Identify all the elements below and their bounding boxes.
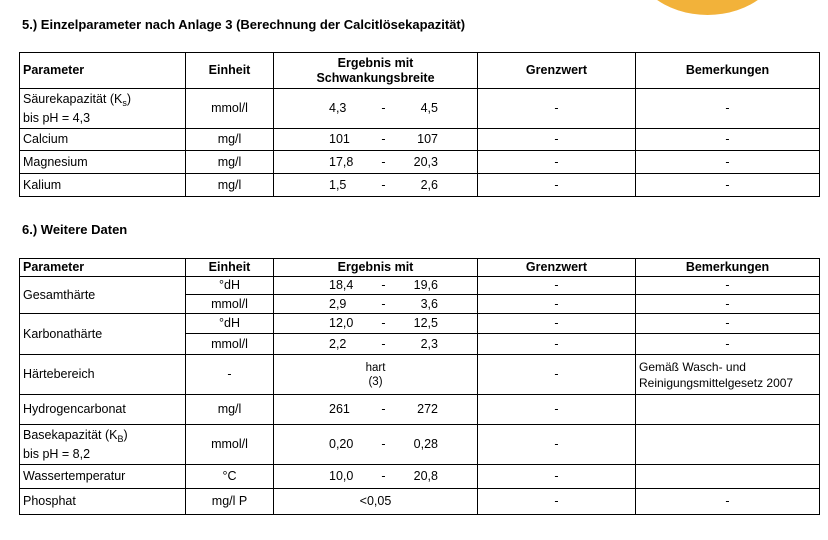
param-cell: Phosphat: [20, 489, 186, 515]
unit-cell: °dH: [186, 277, 274, 295]
result-cell: 261 - 272: [274, 395, 478, 425]
param-cell: Kalium: [20, 174, 186, 197]
param-cell: Magnesium: [20, 151, 186, 174]
header-ergebnis: [274, 53, 478, 89]
result-cell: hart (3): [274, 355, 478, 395]
param-cell: Calcium: [20, 129, 186, 151]
param-cell: Härtebereich: [20, 355, 186, 395]
unit-cell: mg/l: [186, 174, 274, 197]
grenzwert-cell: -: [478, 425, 636, 465]
header-bemerkungen: Bemerkungen: [636, 53, 820, 89]
header-parameter: Parameter: [20, 259, 186, 277]
table-weitere-daten: [19, 258, 820, 515]
orange-decoration: [630, 0, 785, 15]
bemerkung-cell: -: [636, 295, 820, 314]
unit-cell: -: [186, 355, 274, 395]
bemerkung-cell: -: [636, 129, 820, 151]
bemerkung-cell: -: [636, 314, 820, 334]
result-cell: 12,0 - 12,5: [274, 314, 478, 334]
grenzwert-cell: -: [478, 89, 636, 129]
grenzwert-cell: -: [478, 465, 636, 489]
grenzwert-cell: -: [478, 314, 636, 334]
grenzwert-cell: -: [478, 355, 636, 395]
table-row: [20, 355, 820, 395]
bemerkung-cell: Gemäß Wasch- und Reinigungsmittelgesetz 2007: [636, 355, 820, 395]
unit-cell: mmol/l: [186, 334, 274, 355]
grenzwert-cell: -: [478, 129, 636, 151]
header-ergebnis-line1: Ergebnis mit: [337, 55, 414, 70]
bemerkung-cell: -: [636, 489, 820, 515]
table-row: [20, 89, 820, 129]
result-cell: 4,3 - 4,5: [274, 89, 478, 129]
param-cell: Karbonathärte: [20, 314, 186, 355]
bemerkung-cell: -: [636, 277, 820, 295]
grenzwert-cell: -: [478, 151, 636, 174]
result-cell: 2,2 - 2,3: [274, 334, 478, 355]
header-einheit: Einheit: [186, 53, 274, 89]
bemerkung-cell: -: [636, 174, 820, 197]
section-6-title: 6.) Weitere Daten: [22, 222, 128, 237]
unit-cell: mg/l: [186, 129, 274, 151]
bemerkung-cell: [636, 395, 820, 425]
result-cell: <0,05: [274, 489, 478, 515]
unit-cell: °dH: [186, 314, 274, 334]
bemerkung-cell: -: [636, 151, 820, 174]
result-cell: 17,8 - 20,3: [274, 151, 478, 174]
table-einzelparameter: [19, 52, 820, 197]
param-cell: Hydrogencarbonat: [20, 395, 186, 425]
header-row: [20, 53, 820, 89]
unit-cell: mg/l: [186, 151, 274, 174]
header-grenzwert: Grenzwert: [478, 53, 636, 89]
table-row: [20, 314, 820, 334]
table-row: [20, 151, 820, 174]
table-row: [20, 174, 820, 197]
table-row: [20, 465, 820, 489]
header-ergebnis: Ergebnis mit: [274, 259, 478, 277]
unit-cell: mmol/l: [186, 89, 274, 129]
grenzwert-cell: -: [478, 277, 636, 295]
bemerkung-cell: [636, 465, 820, 489]
grenzwert-cell: -: [478, 489, 636, 515]
bemerkung-cell: [636, 425, 820, 465]
table-row: [20, 395, 820, 425]
section-5-title: 5.) Einzelparameter nach Anlage 3 (Berechnung der Calcitlösekapazität): [22, 17, 466, 32]
result-cell: 10,0 - 20,8: [274, 465, 478, 489]
param-cell: Wassertemperatur: [20, 465, 186, 489]
unit-cell: mmol/l: [186, 295, 274, 314]
grenzwert-cell: -: [478, 395, 636, 425]
grenzwert-cell: -: [478, 174, 636, 197]
result-cell: 0,20 - 0,28: [274, 425, 478, 465]
result-cell: 101 - 107: [274, 129, 478, 151]
result-cell: 18,4 - 19,6: [274, 277, 478, 295]
header-grenzwert: Grenzwert: [478, 259, 636, 277]
unit-cell: mg/l P: [186, 489, 274, 515]
result-cell: 1,5 - 2,6: [274, 174, 478, 197]
header-parameter: Parameter: [20, 53, 186, 89]
unit-cell: °C: [186, 465, 274, 489]
bemerkung-cell: -: [636, 334, 820, 355]
bemerkung-cell: -: [636, 89, 820, 129]
header-row: [20, 259, 820, 277]
header-bemerkungen: Bemerkungen: [636, 259, 820, 277]
header-einheit: Einheit: [186, 259, 274, 277]
param-cell: Säurekapazität $(K_s)$ bis pH = 4,3: [20, 89, 186, 129]
param-cell: Gesamthärte: [20, 277, 186, 314]
header-ergebnis-line2: Schwankungsbreite: [316, 70, 435, 85]
result-cell: 2,9 - 3,6: [274, 295, 478, 314]
table-row: [20, 489, 820, 515]
unit-cell: mmol/l: [186, 425, 274, 465]
unit-cell: mg/l: [186, 395, 274, 425]
table-row: [20, 129, 820, 151]
grenzwert-cell: -: [478, 334, 636, 355]
table-row: [20, 425, 820, 465]
table-row: [20, 277, 820, 295]
param-cell: Basekapazität $(K_B)$ bis pH = 8,2: [20, 425, 186, 465]
grenzwert-cell: -: [478, 295, 636, 314]
